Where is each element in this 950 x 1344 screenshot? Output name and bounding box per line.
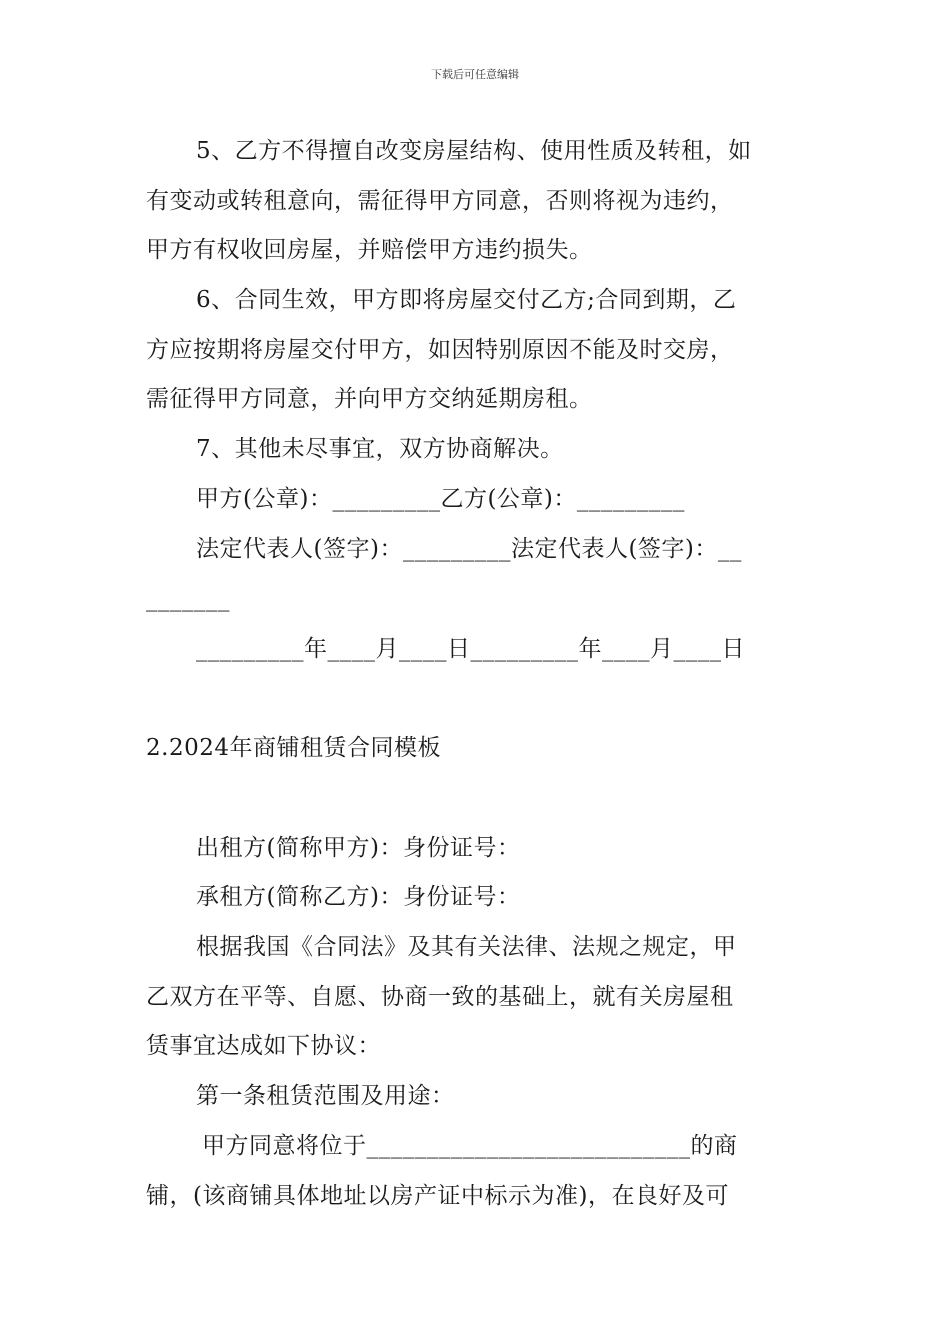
article-1-line-2: 铺，(该商铺具体地址以房产证中标示为准)，在良好及可 [146,1183,729,1209]
representative-line-1: 法定代表人(签字)：_________法定代表人(签字)：__ [196,536,742,562]
clause-6-line-1: 6、合同生效，甲方即将房屋交付乙方;合同到期，乙 [196,287,737,313]
clause-5-line-1: 5、乙方不得擅自改变房屋结构、使用性质及转租，如 [196,138,752,164]
lessor-line: 出租方(简称甲方)：身份证号： [196,835,521,861]
preamble-line-1: 根据我国《合同法》及其有关法律、法规之规定，甲 [196,934,737,960]
clause-5-line-3: 甲方有权收回房屋，并赔偿甲方违约损失。 [146,237,593,263]
date-line: _________年____月____日_________年____月____日 [196,636,745,662]
preamble-line-2: 乙双方在平等、自愿、协商一致的基础上，就有关房屋租 [146,984,734,1010]
clause-6-line-2: 方应按期将房屋交付甲方，如因特别原因不能及时交房， [146,337,734,363]
lessee-line: 承租方(简称乙方)：身份证号： [196,884,521,910]
clause-7: 7、其他未尽事宜，双方协商解决。 [196,436,564,462]
article-1-line-1: 甲方同意将位于___________________________的商 [202,1133,738,1159]
preamble-line-3: 赁事宜达成如下协议： [146,1033,381,1059]
representative-line-2: _______ [146,586,230,612]
article-1-title: 第一条租赁范围及用途： [196,1083,455,1109]
seal-line: 甲方(公章)：_________乙方(公章)：_________ [196,486,685,512]
header-note: 下载后可任意编辑 [431,68,519,81]
section-2-title: 2.2024年商铺租赁合同模板 [146,735,441,761]
clause-6-line-3: 需征得甲方同意，并向甲方交纳延期房租。 [146,386,593,412]
clause-5-line-2: 有变动或转租意向，需征得甲方同意，否则将视为违约， [146,188,734,214]
